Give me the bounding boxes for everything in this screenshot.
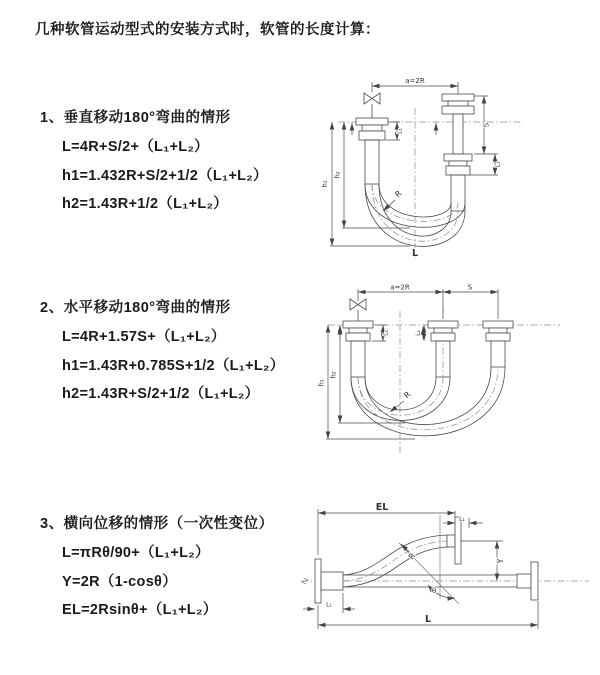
dim-label-h1: h₁ xyxy=(317,379,326,387)
right-flange xyxy=(531,562,538,600)
formula-h1: h1=1.432R+S/2+1/2（L₁+L₂） xyxy=(62,167,268,184)
dim-label-s: S xyxy=(482,122,491,128)
right-pipe-fitting xyxy=(442,94,474,211)
page-title: 几种软管运动型式的安装方式时，软管的长度计算： xyxy=(35,22,380,38)
formula-h2: h2=1.43R+1/2（L₁+L₂） xyxy=(62,196,229,212)
section-1-heading: 1、垂直移动180°弯曲的情形 xyxy=(40,110,231,126)
dim-label-a2r: a=2R xyxy=(405,77,425,85)
diagram-3-drawing xyxy=(297,501,597,646)
left-flange xyxy=(315,559,343,603)
dim-label-l: L xyxy=(424,614,432,625)
formula-h1: h1=1.43R+0.785S+1/2（L₁+L₂） xyxy=(62,357,285,374)
braided-hose-section xyxy=(351,341,365,377)
dim-label-y: Y xyxy=(496,558,505,564)
formula-length: L=πRθ/90+（L₁+L₂） xyxy=(62,545,210,561)
radius-line xyxy=(399,543,459,604)
top-flange xyxy=(455,517,461,564)
formula-length: L=4R+1.57S+（L₁+L₂） xyxy=(62,329,226,345)
dim-label-a2r: a=2R xyxy=(390,283,410,292)
dim-label-h2: h₂ xyxy=(329,371,338,379)
section-2-heading: 2、水平移动180°弯曲的情形 xyxy=(40,300,231,316)
dim-label-l1-middle: L₁ xyxy=(415,330,422,336)
length-label: L xyxy=(411,248,419,259)
formula-length: L=4R+S/2+（L₁+L₂） xyxy=(62,139,209,155)
braided-hose-section xyxy=(365,140,379,184)
valve-icon xyxy=(350,299,366,321)
diagram-1-drawing xyxy=(310,72,592,260)
formula-el: EL=2Rsinθ+（L₁+L₂） xyxy=(62,602,218,618)
section-1 xyxy=(40,106,268,219)
diagram-vertical-180-bend xyxy=(310,72,592,260)
left-pipe-fitting xyxy=(356,118,388,184)
valve-icon xyxy=(364,93,380,118)
dim-label-el: EL xyxy=(375,502,389,513)
left-pipe-fitting xyxy=(343,321,373,377)
dim-label-l1-top: L₁ xyxy=(459,516,465,523)
dim-label-l1-left: L₁ xyxy=(382,330,390,336)
radius-label: R xyxy=(406,551,418,562)
diagram-horizontal-180-bend xyxy=(310,281,592,463)
section-2 xyxy=(40,296,285,409)
hose-u-bend xyxy=(351,367,505,436)
formula-y: Y=2R（1-cosθ） xyxy=(62,573,177,590)
dim-label-h1: h₁ xyxy=(321,180,329,188)
radius-label: R xyxy=(402,389,413,401)
dim-label-s: S xyxy=(467,283,473,292)
diagram-2-drawing xyxy=(310,281,592,463)
section-2-formulas xyxy=(62,323,285,409)
dim-label-l1-left: L₁ xyxy=(396,128,404,134)
displaced-pipe-fitting xyxy=(483,321,513,367)
section-3 xyxy=(40,512,274,625)
radius-label: R xyxy=(393,188,404,200)
displaced-hose xyxy=(343,517,461,587)
section-3-formulas xyxy=(62,539,274,625)
dim-label-h2: h₂ xyxy=(333,171,342,179)
formula-h2: h2=1.43R+S/2+1/2（L₁+L₂） xyxy=(62,386,260,402)
section-1-formulas xyxy=(62,133,268,219)
dim-label-l1-right: L₁ xyxy=(494,161,502,168)
diagram-lateral-displacement xyxy=(297,501,597,646)
section-3-heading: 3、横向位移的情形（一次性变位） xyxy=(40,516,274,532)
dim-label-l1-bottom: L₁ xyxy=(326,601,332,609)
angle-label: θ xyxy=(431,587,437,595)
